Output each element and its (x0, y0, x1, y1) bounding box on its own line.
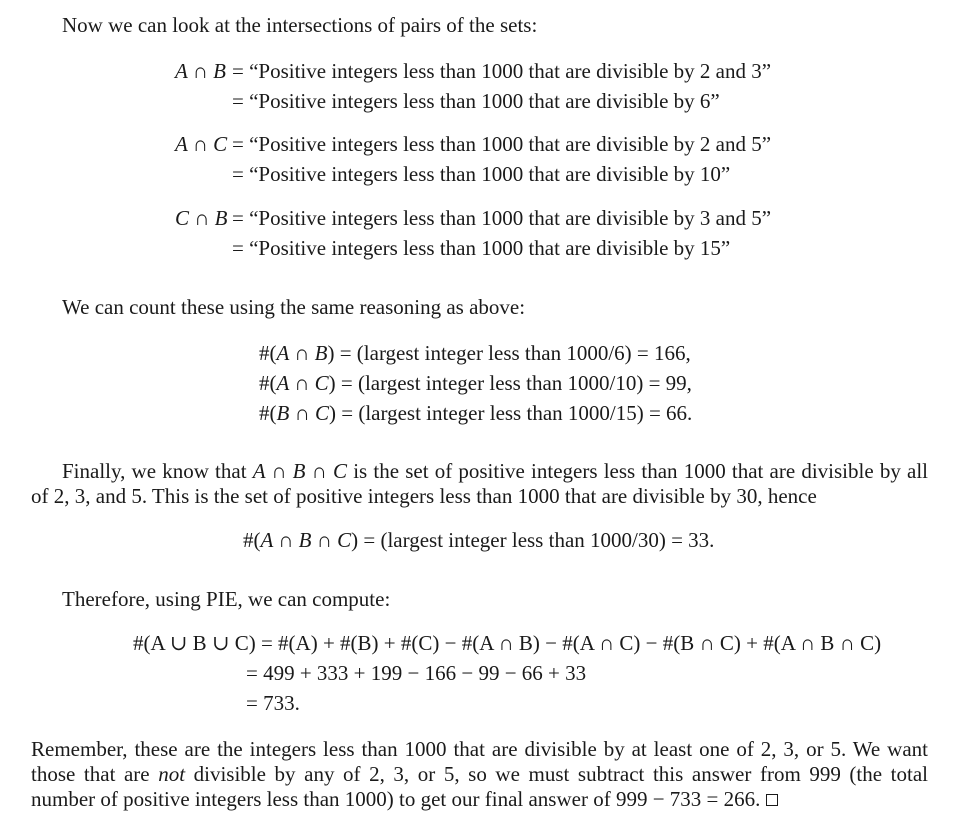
count-hash: #( (243, 528, 261, 552)
qed-square-icon (766, 794, 778, 806)
remember-text: divisible by any of 2, 3, or 5, so we must subtract this answer from 999 (the total (185, 762, 928, 786)
remember-text: those that are (31, 762, 159, 786)
remember-paragraph-line2 (31, 761, 928, 787)
finally-paragraph-line1 (62, 458, 928, 484)
remember-paragraph-line1: Remember, these are the integers less than 1000 that are divisible by at least one of 2, 3, or 5. We want (31, 737, 928, 761)
set-definition: = “Positive integers less than 1000 that are divisible by 2 and 5” (232, 132, 772, 156)
set-lhs: A ∩ C (175, 132, 228, 156)
count-hash: #( (259, 341, 277, 365)
finally-paragraph-line2: of 2, 3, and 5. This is the set of positive integers less than 1000 that are divisible by 30, hence (31, 484, 817, 508)
finally-text: Finally, we know that (62, 459, 253, 483)
set-definition: = “Positive integers less than 1000 that are divisible by 2 and 3” (232, 59, 772, 83)
set-definition-simplified: = “Positive integers less than 1000 that are divisible by 15” (232, 236, 731, 260)
pie-result: = 733. (246, 691, 300, 715)
count-result: ) = (largest integer less than 1000/10) = 99, (328, 371, 692, 395)
count-sets: B ∩ C (276, 401, 329, 425)
pie-formula: #(A ∪ B ∪ C) = #(A) + #(B) + #(C) − #(A ∩ B) − #(A ∩ C) − #(B ∩ C) + #(A ∩ B ∩ C) (133, 631, 882, 655)
count-hash: #( (259, 371, 277, 395)
set-definition: = “Positive integers less than 1000 that are divisible by 3 and 5” (232, 206, 772, 230)
finally-text: is the set of positive integers less than 1000 that are divisible by all (347, 459, 928, 483)
remember-paragraph-line3 (31, 786, 778, 812)
count-hash: #( (259, 401, 277, 425)
count-a-c (259, 370, 692, 396)
pie-substitution: = 499 + 333 + 199 − 166 − 99 − 66 + 33 (246, 661, 587, 685)
set-definition-simplified: = “Positive integers less than 1000 that are divisible by 10” (232, 162, 731, 186)
count-result: ) = (largest integer less than 1000/15) = 66. (329, 401, 693, 425)
set-definition-simplified: = “Positive integers less than 1000 that are divisible by 6” (232, 89, 720, 113)
set-lhs: C ∩ B (175, 206, 228, 230)
count-result: ) = (largest integer less than 1000/30) = 33. (351, 528, 715, 552)
count-result: ) = (largest integer less than 1000/6) = 166, (327, 341, 691, 365)
count-b-c (259, 400, 692, 426)
count-a-b (259, 340, 691, 366)
remember-text: number of positive integers less than 1000) to get our final answer of 999 − 733 = 266. (31, 787, 761, 811)
finally-sets: A ∩ B ∩ C (252, 459, 348, 483)
emphasis-not: not (158, 762, 186, 786)
count-sets: A ∩ C (276, 371, 329, 395)
triple-intersection-count (243, 527, 714, 553)
intro-paragraph: Now we can look at the intersections of pairs of the sets: (62, 13, 538, 37)
set-lhs: A ∩ B (175, 59, 226, 83)
count-intro-paragraph: We can count these using the same reasoning as above: (62, 295, 526, 319)
count-sets: A ∩ B (276, 341, 328, 365)
therefore-paragraph: Therefore, using PIE, we can compute: (62, 587, 391, 611)
count-sets: A ∩ B ∩ C (260, 528, 352, 552)
